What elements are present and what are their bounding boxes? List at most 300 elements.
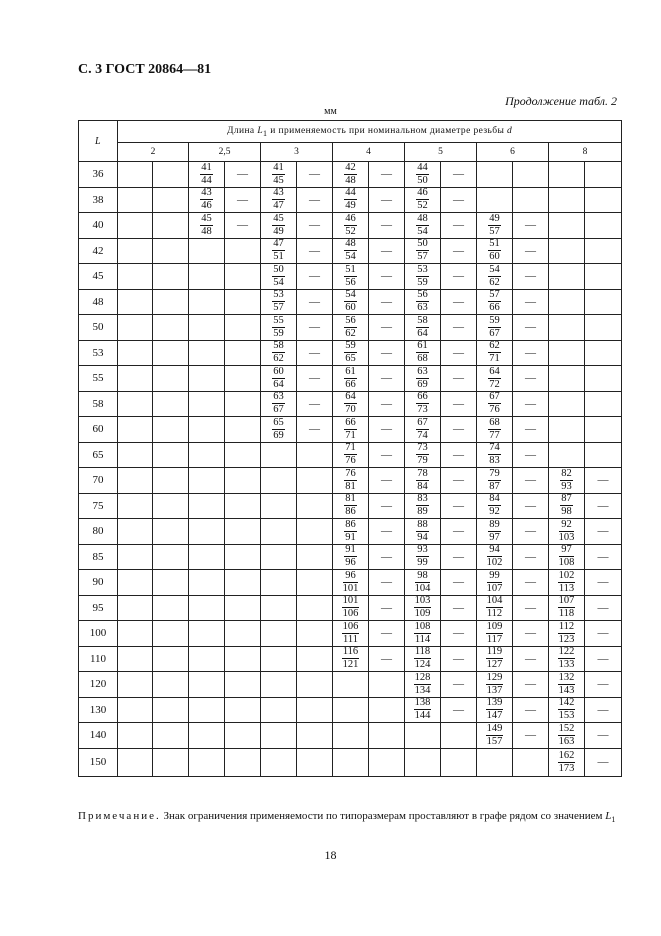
- fraction-numerator: 50: [273, 263, 284, 275]
- fraction-numerator: 67: [417, 416, 428, 428]
- fraction-numerator: 45: [201, 212, 212, 224]
- restriction-dash: —: [525, 321, 536, 334]
- length-cell: [477, 519, 513, 545]
- fraction-denominator: 48: [201, 225, 212, 237]
- length-fraction: [486, 673, 504, 696]
- restriction-dash: —: [525, 474, 536, 487]
- length-cell: [261, 544, 297, 570]
- fraction-numerator: 118: [414, 646, 431, 658]
- length-cell: [189, 213, 225, 239]
- fraction-numerator: 50: [417, 238, 428, 250]
- length-fraction: [558, 751, 576, 774]
- l-value-cell: 50: [79, 315, 118, 341]
- length-cell: [333, 493, 369, 519]
- restriction-dash: —: [309, 244, 320, 257]
- applicability-cell: [369, 621, 405, 647]
- restriction-dash: —: [597, 652, 609, 665]
- restriction-dash: —: [597, 601, 609, 614]
- applicability-cell: [153, 672, 189, 698]
- fraction-denominator: 102: [486, 557, 503, 569]
- length-cell: [333, 595, 369, 621]
- page-header: С. 3 ГОСТ 20864—81: [78, 62, 212, 77]
- fraction-numerator: 88: [417, 518, 428, 530]
- restriction-dash: —: [453, 448, 464, 461]
- length-fraction: [486, 647, 503, 670]
- fraction-numerator: 116: [342, 646, 359, 658]
- l-value-cell: 65: [79, 442, 118, 468]
- fraction-denominator: 62: [489, 276, 500, 288]
- length-cell: [118, 723, 153, 749]
- applicability-cell: [369, 187, 405, 213]
- restriction-dash: —: [381, 346, 392, 359]
- fraction-denominator: 54: [273, 276, 284, 288]
- applicability-cell: [297, 238, 333, 264]
- applicability-cell: [585, 672, 622, 698]
- fraction-denominator: 124: [414, 659, 431, 671]
- length-cell: [477, 187, 513, 213]
- applicability-cell: [225, 519, 261, 545]
- length-fraction: [558, 724, 576, 747]
- length-cell: [261, 519, 297, 545]
- fraction-denominator: 49: [273, 225, 284, 237]
- restriction-dash: —: [309, 270, 320, 283]
- length-fraction: [560, 469, 573, 492]
- length-fraction: [272, 316, 285, 339]
- applicability-cell: [513, 289, 549, 315]
- restriction-dash: —: [381, 601, 392, 614]
- applicability-cell: [441, 519, 477, 545]
- length-fraction: [416, 494, 429, 517]
- table-row: [79, 723, 622, 749]
- fraction-numerator: 47: [273, 238, 284, 250]
- restriction-dash: —: [525, 678, 536, 691]
- length-fraction: [487, 571, 503, 594]
- note-sub: 1: [611, 815, 616, 825]
- restriction-dash: —: [525, 372, 536, 385]
- applicability-cell: [441, 238, 477, 264]
- fraction-denominator: 98: [561, 506, 572, 518]
- applicability-cell: [225, 238, 261, 264]
- applicability-cell: [225, 646, 261, 672]
- restriction-dash: —: [453, 244, 464, 257]
- l-value-cell: 45: [79, 264, 118, 290]
- restriction-dash: —: [597, 550, 609, 563]
- length-fraction: [416, 316, 429, 339]
- length-cell: [261, 621, 297, 647]
- length-cell: [189, 238, 225, 264]
- length-fraction: [488, 341, 501, 364]
- restriction-dash: —: [453, 321, 464, 334]
- fraction-denominator: 111: [343, 633, 358, 645]
- length-fraction: [488, 214, 501, 237]
- fraction-denominator: 147: [486, 710, 503, 722]
- restriction-dash: —: [597, 499, 609, 512]
- fraction-numerator: 42: [345, 161, 356, 173]
- fraction-denominator: 69: [273, 429, 284, 441]
- fraction-denominator: 50: [417, 174, 428, 186]
- fraction-denominator: 45: [273, 174, 284, 186]
- l-value-cell: 38: [79, 187, 118, 213]
- fraction-numerator: 58: [273, 340, 284, 352]
- fraction-numerator: 102: [558, 569, 575, 581]
- length-cell: [549, 672, 585, 698]
- fraction-numerator: 54: [345, 289, 356, 301]
- applicability-cell: [153, 315, 189, 341]
- l-value-cell: 90: [79, 570, 118, 596]
- length-cell: [118, 468, 153, 494]
- l-value-cell: 95: [79, 595, 118, 621]
- length-cell: [549, 748, 585, 776]
- applicability-cell: [297, 340, 333, 366]
- applicability-cell: [585, 213, 622, 239]
- fraction-numerator: 91: [345, 544, 356, 556]
- applicability-cell: [297, 213, 333, 239]
- fraction-numerator: 71: [345, 442, 356, 454]
- fraction-numerator: 138: [414, 697, 431, 709]
- length-cell: [549, 621, 585, 647]
- fraction-denominator: 57: [273, 302, 284, 314]
- length-fraction: [416, 418, 429, 441]
- restriction-dash: —: [597, 627, 609, 640]
- restriction-dash: —: [237, 219, 248, 232]
- fraction-denominator: 77: [489, 429, 500, 441]
- table-row: [79, 697, 622, 723]
- applicability-cell: [369, 646, 405, 672]
- applicability-cell: [369, 468, 405, 494]
- fraction-denominator: 62: [273, 353, 284, 365]
- l-value-cell: 100: [79, 621, 118, 647]
- fraction-numerator: 59: [489, 314, 500, 326]
- restriction-dash: —: [453, 270, 464, 283]
- applicability-cell: [153, 213, 189, 239]
- l-value-cell: 58: [79, 391, 118, 417]
- length-cell: [477, 238, 513, 264]
- applicability-cell: [297, 391, 333, 417]
- length-cell: [261, 493, 297, 519]
- table-row: [79, 544, 622, 570]
- l-value-cell: 70: [79, 468, 118, 494]
- fraction-numerator: 64: [345, 391, 356, 403]
- length-cell: [333, 340, 369, 366]
- table-row: [79, 340, 622, 366]
- applicability-cell: [585, 468, 622, 494]
- restriction-dash: —: [525, 627, 536, 640]
- length-cell: [118, 391, 153, 417]
- applicability-cell: [297, 672, 333, 698]
- restriction-dash: —: [381, 652, 392, 665]
- fraction-denominator: 84: [417, 480, 428, 492]
- fraction-numerator: 61: [345, 365, 356, 377]
- applicability-cell: [585, 570, 622, 596]
- restriction-dash: —: [525, 703, 536, 716]
- length-fraction: [415, 571, 431, 594]
- applicability-cell: [585, 187, 622, 213]
- applicability-cell: [513, 697, 549, 723]
- length-cell: [405, 493, 441, 519]
- applicability-cell: [585, 289, 622, 315]
- applicability-cell: [369, 417, 405, 443]
- length-cell: [549, 697, 585, 723]
- applicability-cell: [513, 238, 549, 264]
- table-row: [79, 748, 622, 776]
- restriction-dash: —: [453, 499, 464, 512]
- length-cell: [477, 213, 513, 239]
- restriction-dash: —: [453, 703, 464, 716]
- length-cell: [549, 468, 585, 494]
- table-row: [79, 417, 622, 443]
- fraction-numerator: 68: [489, 416, 500, 428]
- l-value-cell: 75: [79, 493, 118, 519]
- applicability-cell: [369, 391, 405, 417]
- length-cell: [189, 417, 225, 443]
- length-cell: [333, 289, 369, 315]
- l-value-cell: 140: [79, 723, 118, 749]
- length-cell: [549, 289, 585, 315]
- applicability-cell: [369, 442, 405, 468]
- length-cell: [477, 417, 513, 443]
- applicability-cell: [441, 493, 477, 519]
- fraction-denominator: 103: [558, 531, 575, 543]
- length-fraction: [488, 239, 501, 262]
- length-cell: [477, 391, 513, 417]
- length-cell: [405, 264, 441, 290]
- fraction-denominator: 173: [558, 762, 575, 774]
- restriction-dash: —: [597, 703, 609, 716]
- restriction-dash: —: [381, 193, 392, 206]
- fraction-numerator: 44: [417, 161, 428, 173]
- applicability-cell: [369, 723, 405, 749]
- fraction-numerator: 119: [486, 646, 503, 658]
- length-cell: [549, 264, 585, 290]
- table-note: [78, 808, 618, 828]
- fraction-numerator: 76: [345, 467, 356, 479]
- applicability-cell: [441, 391, 477, 417]
- fraction-denominator: 56: [345, 276, 356, 288]
- length-fraction: [558, 596, 576, 619]
- fraction-denominator: 157: [486, 735, 503, 747]
- length-cell: [118, 187, 153, 213]
- applicability-cell: [297, 289, 333, 315]
- length-fraction: [559, 520, 575, 543]
- length-fraction: [200, 214, 213, 237]
- length-fraction: [272, 341, 285, 364]
- restriction-dash: —: [597, 576, 609, 589]
- length-cell: [477, 570, 513, 596]
- applicability-cell: [369, 289, 405, 315]
- length-fraction: [486, 698, 504, 721]
- length-cell: [118, 519, 153, 545]
- applicability-cell: [441, 417, 477, 443]
- fraction-numerator: 74: [489, 442, 500, 454]
- main-header-sub: 1: [263, 128, 268, 138]
- fraction-numerator: 41: [201, 161, 212, 173]
- length-cell: [118, 340, 153, 366]
- l-value-cell: 55: [79, 366, 118, 392]
- length-cell: [189, 646, 225, 672]
- length-fraction: [414, 647, 431, 670]
- length-cell: [333, 697, 369, 723]
- applicability-cell: [441, 468, 477, 494]
- restriction-dash: —: [525, 346, 536, 359]
- diameter-header: 5: [405, 143, 477, 162]
- length-fraction: [344, 239, 357, 262]
- fraction-denominator: 114: [414, 633, 431, 645]
- length-fraction: [416, 367, 429, 390]
- length-cell: [405, 570, 441, 596]
- fraction-numerator: 99: [487, 571, 503, 583]
- fraction-denominator: 59: [417, 276, 428, 288]
- length-cell: [189, 289, 225, 315]
- restriction-dash: —: [309, 219, 320, 232]
- applicability-cell: [297, 748, 333, 776]
- applicability-cell: [153, 264, 189, 290]
- main-header-suffix: и применяемость при номинальном диаметре резьбы: [267, 125, 508, 136]
- restriction-dash: —: [381, 499, 392, 512]
- fraction-numerator: 142: [558, 697, 575, 709]
- fraction-numerator: 129: [486, 671, 503, 683]
- length-cell: [118, 289, 153, 315]
- applicability-cell: [441, 595, 477, 621]
- applicability-cell: [225, 442, 261, 468]
- length-fraction: [558, 673, 576, 696]
- fraction-numerator: 48: [345, 238, 356, 250]
- length-fraction: [416, 392, 429, 415]
- note-var: L: [605, 810, 612, 822]
- length-cell: [261, 315, 297, 341]
- fraction-numerator: 152: [558, 722, 575, 734]
- length-cell: [333, 570, 369, 596]
- fraction-numerator: 81: [345, 493, 356, 505]
- length-cell: [261, 238, 297, 264]
- length-cell: [477, 697, 513, 723]
- length-cell: [333, 646, 369, 672]
- length-fraction: [272, 290, 285, 313]
- fraction-denominator: 60: [345, 302, 356, 314]
- restriction-dash: —: [381, 168, 392, 181]
- page-number: 18: [324, 848, 337, 862]
- fraction-numerator: 60: [273, 365, 284, 377]
- length-cell: [549, 187, 585, 213]
- length-cell: [189, 391, 225, 417]
- fraction-denominator: 79: [417, 455, 428, 467]
- length-fraction: [488, 443, 501, 466]
- applicability-cell: [441, 544, 477, 570]
- length-fraction: [488, 265, 501, 288]
- length-fraction: [344, 392, 357, 415]
- length-cell: [405, 468, 441, 494]
- length-cell: [405, 238, 441, 264]
- fraction-numerator: 45: [273, 212, 284, 224]
- applicability-cell: [225, 417, 261, 443]
- l-value-cell: 36: [79, 162, 118, 188]
- fraction-denominator: 72: [489, 378, 500, 390]
- fraction-numerator: 43: [273, 187, 284, 199]
- length-cell: [118, 213, 153, 239]
- fraction-denominator: 57: [417, 251, 428, 263]
- length-cell: [189, 187, 225, 213]
- fraction-numerator: 62: [489, 340, 500, 352]
- length-cell: [549, 391, 585, 417]
- applicability-cell: [369, 162, 405, 188]
- length-cell: [405, 748, 441, 776]
- fraction-denominator: 89: [417, 506, 428, 518]
- restriction-dash: —: [381, 423, 392, 436]
- applicability-cell: [153, 391, 189, 417]
- fraction-numerator: 54: [489, 263, 500, 275]
- length-cell: [333, 417, 369, 443]
- length-cell: [118, 315, 153, 341]
- length-cell: [549, 213, 585, 239]
- restriction-dash: —: [381, 525, 392, 538]
- restriction-dash: —: [381, 448, 392, 461]
- fraction-numerator: 162: [558, 749, 575, 761]
- fraction-denominator: 123: [558, 633, 575, 645]
- length-cell: [477, 162, 513, 188]
- length-cell: [477, 468, 513, 494]
- note-text: Знак ограничения применяемости по типоразмерам проставляют в графе рядом со значением: [160, 810, 606, 822]
- restriction-dash: —: [381, 321, 392, 334]
- fraction-denominator: 74: [417, 429, 428, 441]
- length-cell: [189, 570, 225, 596]
- length-cell: [333, 621, 369, 647]
- fraction-numerator: 78: [417, 467, 428, 479]
- table-row: [79, 315, 622, 341]
- fraction-numerator: 58: [417, 314, 428, 326]
- applicability-cell: [225, 544, 261, 570]
- fraction-numerator: 49: [489, 212, 500, 224]
- applicability-cell: [153, 289, 189, 315]
- length-cell: [549, 417, 585, 443]
- fraction-denominator: 112: [486, 608, 503, 620]
- fraction-numerator: 93: [417, 544, 428, 556]
- l-value-cell: 130: [79, 697, 118, 723]
- fraction-denominator: 144: [414, 710, 431, 722]
- length-cell: [405, 697, 441, 723]
- restriction-dash: —: [453, 652, 464, 665]
- restriction-dash: —: [381, 372, 392, 385]
- fraction-numerator: 98: [415, 571, 431, 583]
- fraction-denominator: 101: [342, 582, 359, 594]
- length-cell: [477, 264, 513, 290]
- applicability-cell: [225, 672, 261, 698]
- fraction-numerator: 43: [201, 187, 212, 199]
- length-fraction: [272, 367, 285, 390]
- applicability-cell: [513, 519, 549, 545]
- fraction-denominator: 133: [558, 659, 575, 671]
- restriction-dash: —: [453, 678, 464, 691]
- length-cell: [477, 289, 513, 315]
- length-fraction: [488, 392, 501, 415]
- fraction-numerator: 46: [417, 187, 428, 199]
- restriction-dash: —: [381, 270, 392, 283]
- length-cell: [261, 187, 297, 213]
- fraction-denominator: 134: [414, 684, 431, 696]
- applicability-cell: [153, 442, 189, 468]
- length-cell: [261, 723, 297, 749]
- length-cell: [549, 442, 585, 468]
- length-cell: [118, 646, 153, 672]
- restriction-dash: —: [309, 397, 320, 410]
- length-cell: [477, 493, 513, 519]
- restriction-dash: —: [381, 550, 392, 563]
- length-cell: [333, 391, 369, 417]
- fraction-denominator: 52: [345, 225, 356, 237]
- length-cell: [549, 493, 585, 519]
- applicability-cell: [513, 672, 549, 698]
- fraction-denominator: 76: [489, 404, 500, 416]
- restriction-dash: —: [453, 576, 464, 589]
- applicability-cell: [225, 162, 261, 188]
